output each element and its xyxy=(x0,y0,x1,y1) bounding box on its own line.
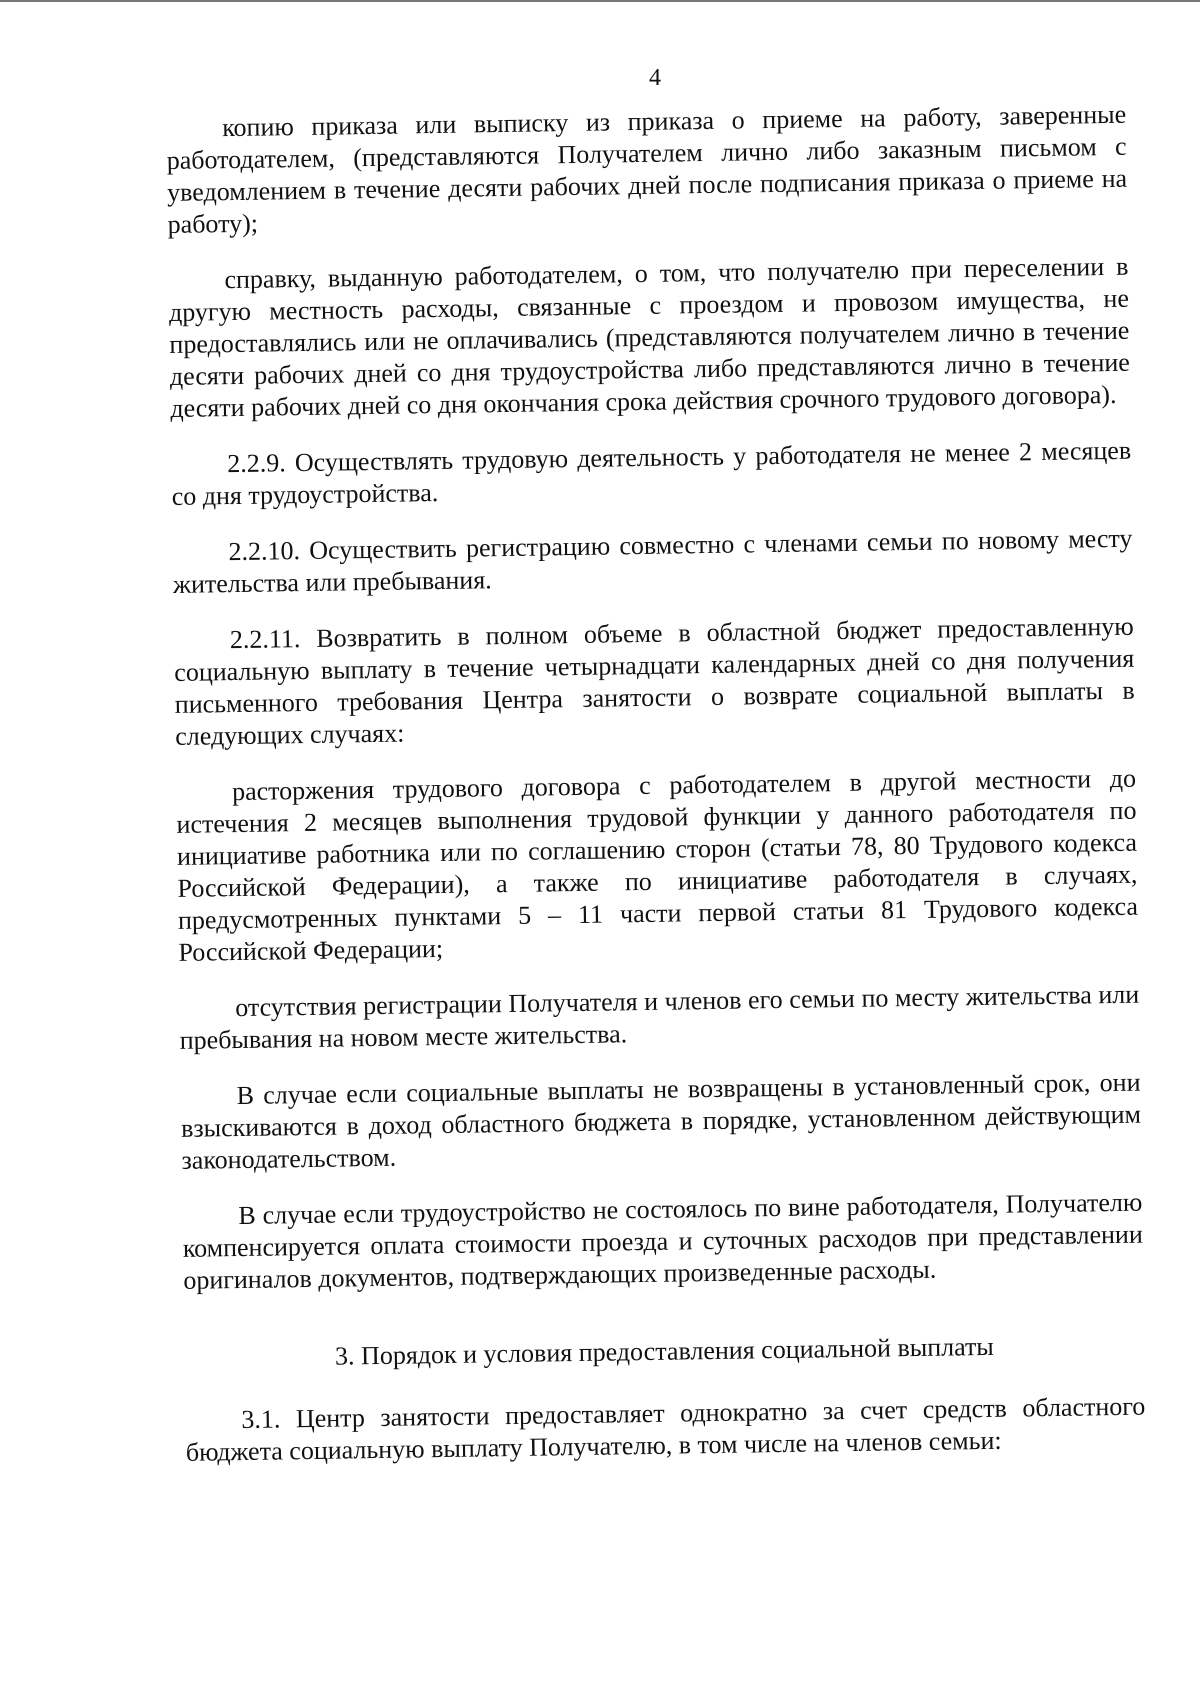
paragraph-employer-fault: В случае если трудоустройство не состоялось по вине работодателя, Получателю компенсируется оплата стоимости проезда и суточных расходов при представлении оригиналов документов, подтверждающих произведенные расходы. xyxy=(182,1187,1143,1295)
page-number: 4 xyxy=(649,65,661,91)
paragraph-no-registration: отсутствия регистрации Получателя и членов его семьи по месту жительства или пребывания на новом месте жительства. xyxy=(179,979,1140,1055)
paragraph-order-copy: копию приказа или выписку из приказа о приеме на работу, заверенные работодателем, (представляются Получателем лично либо заказным письмом с уведомлением в течение десяти рабочих дней после подписания приказа о приеме на работу); xyxy=(166,99,1128,239)
section-heading: 3. Порядок и условия предоставления социальной выплаты xyxy=(334,1331,994,1371)
paragraph-2-2-11: 2.2.11. Возвратить в полном объеме в областной бюджет предоставленную социальную выплату в течение четырнадцати календарных дней со дня получения письменного требования Центра занятости о возврате социальной выплаты в следующих случаях: xyxy=(174,611,1135,751)
paragraph-2-2-10: 2.2.10. Осуществить регистрацию совместно с членами семьи по новому месту жительства или пребывания. xyxy=(172,523,1133,599)
paragraph-not-returned: В случае если социальные выплаты не возвращены в установленный срок, они взыскиваются в доход областного бюджета в порядке, установленном действующим законодательством. xyxy=(180,1067,1142,1175)
paragraph-employer-certificate: справку, выданную работодателем, о том, что получателю при переселении в другую местность расходы, связанные с проездом и провозом имущества, не предоставлялись или не оплачивались (представляются получателем лично в течение десяти рабочих дней со дня трудоустройства либо представляются лично в течение десяти рабочих дней со дня окончания срока действия срочного трудового договора). xyxy=(168,251,1131,423)
paragraph-2-2-9: 2.2.9. Осуществлять трудовую деятельность у работодателя не менее 2 месяцев со дня трудоустройства. xyxy=(171,435,1132,511)
scan-top-edge xyxy=(0,0,1200,2)
paragraph-contract-termination: расторжения трудового договора с работодателем в другой местности до истечения 2 месяцев выполнения трудовой функции у данного работодателя по инициативе работника или по соглашению сторон (статьи 78, 80 Трудового кодекса Российской Федерации), а также по инициативе работодателя в случаях, предусмотренных пунктами 5 – 11 части первой статьи 81 Трудового кодекса Российской Федерации; xyxy=(176,763,1139,967)
document-body xyxy=(166,99,1146,1469)
paragraph-3-1: 3.1. Центр занятости предоставляет однократно за счет средств областного бюджета социальную выплату Получателю, в том числе на членов семьи: xyxy=(185,1391,1146,1467)
